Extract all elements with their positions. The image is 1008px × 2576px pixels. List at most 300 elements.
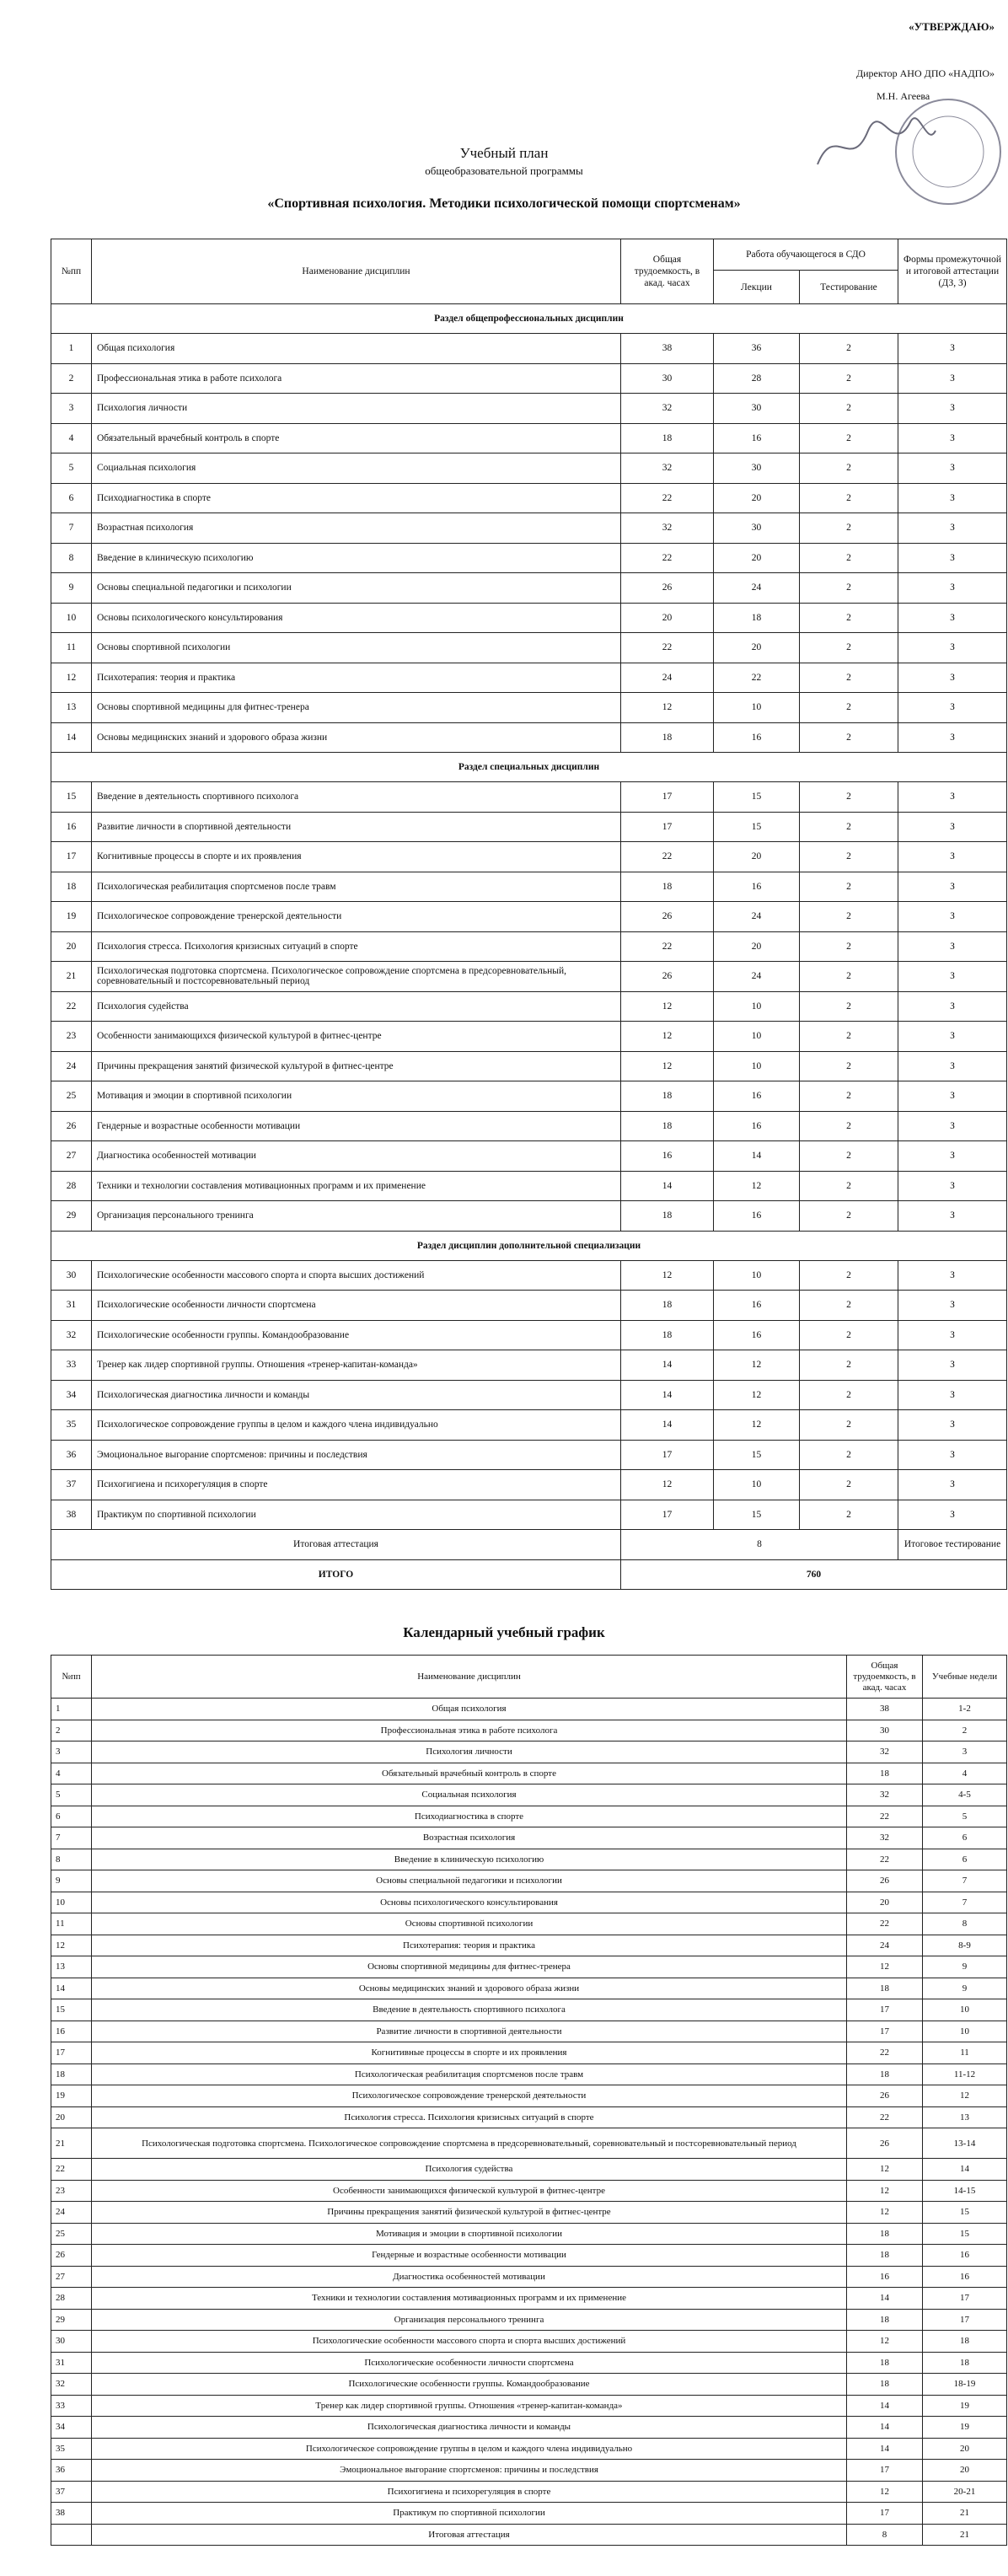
table-row bbox=[51, 1141, 1007, 1172]
total-hours: 38 bbox=[621, 334, 714, 364]
row-number: 20 bbox=[51, 931, 92, 962]
table-row bbox=[51, 1440, 1007, 1470]
discipline-name: Гендерные и возрастные особенности мотивации bbox=[92, 2245, 847, 2267]
lecture-hours: 15 bbox=[714, 1500, 800, 1530]
calendar-row bbox=[51, 1935, 1007, 1956]
section-row bbox=[51, 1231, 1007, 1260]
cal-header-total: Общая трудоемкость, в акад. часах bbox=[847, 1656, 923, 1699]
attestation-form: З bbox=[898, 782, 1007, 813]
total-hours: 12 bbox=[621, 1470, 714, 1500]
row-number: 1 bbox=[51, 1699, 92, 1720]
discipline-name: Психотерапия: теория и практика bbox=[92, 663, 621, 693]
total-hours: 18 bbox=[621, 1291, 714, 1321]
program-name: «Спортивная психология. Методики психологической помощи спортсменам» bbox=[267, 196, 741, 211]
total-hours: 22 bbox=[621, 543, 714, 573]
discipline-name: Причины прекращения занятий физической культурой в фитнес-центре bbox=[92, 1051, 621, 1081]
row-number: 7 bbox=[51, 513, 92, 544]
calendar-row bbox=[51, 2106, 1007, 2128]
attestation-form: З bbox=[898, 363, 1007, 394]
cal-header-num: №пп bbox=[51, 1656, 92, 1699]
row-number: 17 bbox=[51, 2042, 92, 2064]
study-weeks: 15 bbox=[923, 2223, 1007, 2245]
row-number: 35 bbox=[51, 1410, 92, 1441]
testing-hours: 2 bbox=[800, 1320, 898, 1350]
discipline-name: Психологические особенности группы. Командообразование bbox=[92, 2374, 847, 2396]
testing-hours: 2 bbox=[800, 962, 898, 992]
total-hours: 18 bbox=[621, 1081, 714, 1112]
discipline-name: Социальная психология bbox=[92, 453, 621, 484]
attestation-form: З bbox=[898, 1320, 1007, 1350]
row-number: 2 bbox=[51, 1720, 92, 1741]
study-weeks: 17 bbox=[923, 2309, 1007, 2331]
attestation-form: З bbox=[898, 962, 1007, 992]
discipline-name: Психологическое сопровождение группы в целом и каждого члена индивидуально bbox=[92, 1410, 621, 1441]
total-hours: 18 bbox=[847, 2245, 923, 2267]
row-number: 34 bbox=[51, 2417, 92, 2439]
total-hours: 12 bbox=[847, 2481, 923, 2503]
study-weeks: 7 bbox=[923, 1892, 1007, 1913]
table-row bbox=[51, 782, 1007, 813]
testing-hours: 2 bbox=[800, 423, 898, 453]
row-number: 36 bbox=[51, 2460, 92, 2482]
calendar-row bbox=[51, 2223, 1007, 2245]
total-hours: 18 bbox=[621, 1320, 714, 1350]
lecture-hours: 10 bbox=[714, 693, 800, 723]
calendar-row bbox=[51, 2309, 1007, 2331]
calendar-row bbox=[51, 1784, 1007, 1806]
calendar-row bbox=[51, 1763, 1007, 1784]
total-hours: 12 bbox=[621, 991, 714, 1022]
study-weeks: 16 bbox=[923, 2245, 1007, 2267]
discipline-name: Введение в клиническую психологию bbox=[92, 1849, 847, 1870]
testing-hours: 2 bbox=[800, 842, 898, 872]
testing-hours: 2 bbox=[800, 1470, 898, 1500]
total-hours: 32 bbox=[847, 1784, 923, 1806]
row-number: 19 bbox=[51, 902, 92, 932]
study-weeks: 6 bbox=[923, 1827, 1007, 1849]
table-row bbox=[51, 1260, 1007, 1291]
attestation-form: З bbox=[898, 902, 1007, 932]
study-weeks: 6 bbox=[923, 1849, 1007, 1870]
total-hours: 12 bbox=[621, 1260, 714, 1291]
total-hours: 26 bbox=[847, 1870, 923, 1892]
row-number: 3 bbox=[51, 1741, 92, 1763]
study-weeks: 17 bbox=[923, 2288, 1007, 2310]
total-hours: 18 bbox=[847, 2374, 923, 2396]
calendar-row bbox=[51, 1956, 1007, 1978]
row-number: 14 bbox=[51, 722, 92, 753]
row-number: 34 bbox=[51, 1380, 92, 1410]
total-hours: 18 bbox=[847, 2352, 923, 2374]
stamp-signature-graphic bbox=[801, 72, 1003, 215]
calendar-row bbox=[51, 1720, 1007, 1741]
attestation-form: З bbox=[898, 423, 1007, 453]
lecture-hours: 10 bbox=[714, 991, 800, 1022]
discipline-name: Основы спортивной медицины для фитнес-тренера bbox=[92, 1956, 847, 1978]
testing-hours: 2 bbox=[800, 1201, 898, 1232]
total-hours: 14 bbox=[847, 2438, 923, 2460]
row-number: 5 bbox=[51, 1784, 92, 1806]
row-number: 10 bbox=[51, 603, 92, 633]
total-hours: 26 bbox=[847, 2085, 923, 2107]
discipline-name: Практикум по спортивной психологии bbox=[92, 2503, 847, 2525]
discipline-name: Психодиагностика в спорте bbox=[92, 483, 621, 513]
lecture-hours: 10 bbox=[714, 1470, 800, 1500]
lecture-hours: 30 bbox=[714, 394, 800, 424]
discipline-name: Общая психология bbox=[92, 334, 621, 364]
testing-hours: 2 bbox=[800, 1171, 898, 1201]
calendar-row bbox=[51, 1999, 1007, 2021]
total-hours: 18 bbox=[847, 1978, 923, 1999]
discipline-name: Психология стресса. Психология кризисных ситуаций в спорте bbox=[92, 2106, 847, 2128]
calendar-table bbox=[51, 1655, 1007, 2546]
table-row bbox=[51, 1410, 1007, 1441]
discipline-name: Когнитивные процессы в спорте и их проявления bbox=[92, 842, 621, 872]
plan-header-forms: Формы промежуточной и итоговой аттестации (ДЗ, З) bbox=[898, 239, 1007, 304]
row-number: 23 bbox=[51, 2180, 92, 2202]
attestation-form: З bbox=[898, 543, 1007, 573]
row-number: 3 bbox=[51, 394, 92, 424]
total-hours: 12 bbox=[621, 1022, 714, 1052]
study-weeks: 8 bbox=[923, 1913, 1007, 1935]
discipline-name: Эмоциональное выгорание спортсменов: причины и последствия bbox=[92, 1440, 621, 1470]
calendar-row bbox=[51, 2460, 1007, 2482]
total-hours: 18 bbox=[621, 423, 714, 453]
testing-hours: 2 bbox=[800, 1291, 898, 1321]
lecture-hours: 16 bbox=[714, 1081, 800, 1112]
table-row bbox=[51, 423, 1007, 453]
table-row bbox=[51, 1380, 1007, 1410]
row-number: 31 bbox=[51, 1291, 92, 1321]
row-number: 30 bbox=[51, 2331, 92, 2353]
table-row bbox=[51, 812, 1007, 842]
calendar-row bbox=[51, 1978, 1007, 1999]
row-number: 21 bbox=[51, 962, 92, 992]
row-number: 2 bbox=[51, 363, 92, 394]
row-number: 7 bbox=[51, 1827, 92, 1849]
attestation-form: З bbox=[898, 334, 1007, 364]
discipline-name: Основы психологического консультирования bbox=[92, 1892, 847, 1913]
testing-hours: 2 bbox=[800, 1081, 898, 1112]
total-hours: 22 bbox=[621, 633, 714, 663]
lecture-hours: 36 bbox=[714, 334, 800, 364]
row-number bbox=[51, 2524, 92, 2546]
row-number: 10 bbox=[51, 1892, 92, 1913]
row-number: 22 bbox=[51, 2159, 92, 2181]
total-hours: 22 bbox=[847, 2106, 923, 2128]
discipline-name: Организация персонального тренинга bbox=[92, 2309, 847, 2331]
total-hours: 17 bbox=[847, 1999, 923, 2021]
study-weeks: 18 bbox=[923, 2352, 1007, 2374]
discipline-name: Основы спортивной медицины для фитнес-тренера bbox=[92, 693, 621, 723]
study-weeks: 15 bbox=[923, 2202, 1007, 2224]
signer-name: М.Н. Агеева bbox=[877, 90, 930, 102]
calendar-row bbox=[51, 2202, 1007, 2224]
table-row bbox=[51, 603, 1007, 633]
table-row bbox=[51, 722, 1007, 753]
row-number: 37 bbox=[51, 1470, 92, 1500]
study-weeks: 9 bbox=[923, 1978, 1007, 1999]
row-number: 33 bbox=[51, 2395, 92, 2417]
discipline-name: Развитие личности в спортивной деятельности bbox=[92, 2021, 847, 2042]
attestation-form: З bbox=[898, 1291, 1007, 1321]
discipline-name: Техники и технологии составления мотивационных программ и их применение bbox=[92, 1171, 621, 1201]
discipline-name: Психологическая подготовка спортсмена. Психологическое сопровождение спортсмена в предсоревновательный, соревновательный и постсоревновательный период bbox=[92, 962, 621, 992]
total-hours: 24 bbox=[847, 1935, 923, 1956]
total-hours: 16 bbox=[847, 2266, 923, 2288]
attestation-form: З bbox=[898, 1081, 1007, 1112]
discipline-name: Мотивация и эмоции в спортивной психологии bbox=[92, 1081, 621, 1112]
attestation-form: З bbox=[898, 1260, 1007, 1291]
attestation-form: З bbox=[898, 663, 1007, 693]
table-row bbox=[51, 543, 1007, 573]
attestation-form: З bbox=[898, 603, 1007, 633]
discipline-name: Итоговая аттестация bbox=[92, 2524, 847, 2546]
row-number: 16 bbox=[51, 812, 92, 842]
calendar-row bbox=[51, 2524, 1007, 2546]
attestation-form: З bbox=[898, 1171, 1007, 1201]
testing-hours: 2 bbox=[800, 394, 898, 424]
discipline-name: Обязательный врачебный контроль в спорте bbox=[92, 423, 621, 453]
table-row bbox=[51, 663, 1007, 693]
study-weeks: 19 bbox=[923, 2417, 1007, 2439]
section-row bbox=[51, 753, 1007, 782]
table-row bbox=[51, 872, 1007, 902]
attestation-form: З bbox=[898, 872, 1007, 902]
row-number: 18 bbox=[51, 2063, 92, 2085]
discipline-name: Психологическая реабилитация спортсменов после травм bbox=[92, 2063, 847, 2085]
study-weeks: 13 bbox=[923, 2106, 1007, 2128]
lecture-hours: 16 bbox=[714, 722, 800, 753]
study-weeks: 2 bbox=[923, 1720, 1007, 1741]
plan-header-name: Наименование дисциплин bbox=[92, 239, 621, 304]
lecture-hours: 16 bbox=[714, 1201, 800, 1232]
attestation-form: З bbox=[898, 513, 1007, 544]
study-weeks: 3 bbox=[923, 1741, 1007, 1763]
study-weeks: 21 bbox=[923, 2524, 1007, 2546]
attestation-form: З bbox=[898, 1141, 1007, 1172]
table-row bbox=[51, 693, 1007, 723]
calendar-row bbox=[51, 2266, 1007, 2288]
testing-hours: 2 bbox=[800, 1022, 898, 1052]
study-weeks: 14-15 bbox=[923, 2180, 1007, 2202]
row-number: 35 bbox=[51, 2438, 92, 2460]
total-hours: 18 bbox=[847, 2223, 923, 2245]
discipline-name: Психологическая диагностика личности и команды bbox=[92, 2417, 847, 2439]
calendar-row bbox=[51, 1870, 1007, 1892]
total-hours: 16 bbox=[621, 1141, 714, 1172]
attestation-form: З bbox=[898, 693, 1007, 723]
discipline-name: Общая психология bbox=[92, 1699, 847, 1720]
discipline-name: Психологические особенности личности спортсмена bbox=[92, 2352, 847, 2374]
study-weeks: 20 bbox=[923, 2460, 1007, 2482]
calendar-row bbox=[51, 2288, 1007, 2310]
discipline-name: Гендерные и возрастные особенности мотивации bbox=[92, 1111, 621, 1141]
row-number: 14 bbox=[51, 1978, 92, 1999]
discipline-name: Тренер как лидер спортивной группы. Отношения «тренер-капитан-команда» bbox=[92, 2395, 847, 2417]
attestation-form: З bbox=[898, 394, 1007, 424]
lecture-hours: 10 bbox=[714, 1051, 800, 1081]
director-title: Директор АНО ДПО «НАДПО» bbox=[855, 67, 995, 79]
discipline-name: Психологическая подготовка спортсмена. Психологическое сопровождение спортсмена в предсоревновательный, соревновательный и постсоревновательный период bbox=[92, 2128, 847, 2159]
row-number: 24 bbox=[51, 2202, 92, 2224]
lecture-hours: 14 bbox=[714, 1141, 800, 1172]
lecture-hours: 16 bbox=[714, 872, 800, 902]
total-hours: 38 bbox=[847, 1699, 923, 1720]
lecture-hours: 16 bbox=[714, 1320, 800, 1350]
testing-hours: 2 bbox=[800, 693, 898, 723]
attestation-form: З bbox=[898, 1380, 1007, 1410]
discipline-name: Психологическая реабилитация спортсменов после травм bbox=[92, 872, 621, 902]
table-row bbox=[51, 1470, 1007, 1500]
lecture-hours: 15 bbox=[714, 1440, 800, 1470]
final-attestation-row bbox=[51, 1530, 1007, 1560]
table-row bbox=[51, 394, 1007, 424]
discipline-name: Психологическое сопровождение тренерской деятельности bbox=[92, 902, 621, 932]
study-weeks: 8-9 bbox=[923, 1935, 1007, 1956]
row-number: 6 bbox=[51, 1806, 92, 1827]
testing-hours: 2 bbox=[800, 1141, 898, 1172]
calendar-row bbox=[51, 1699, 1007, 1720]
calendar-row bbox=[51, 1827, 1007, 1849]
table-row bbox=[51, 991, 1007, 1022]
total-hours: 20 bbox=[847, 1892, 923, 1913]
row-number: 9 bbox=[51, 573, 92, 604]
row-number: 8 bbox=[51, 1849, 92, 1870]
testing-hours: 2 bbox=[800, 722, 898, 753]
discipline-name: Диагностика особенностей мотивации bbox=[92, 2266, 847, 2288]
discipline-name: Когнитивные процессы в спорте и их проявления bbox=[92, 2042, 847, 2064]
lecture-hours: 20 bbox=[714, 633, 800, 663]
study-weeks: 12 bbox=[923, 2085, 1007, 2107]
testing-hours: 2 bbox=[800, 1380, 898, 1410]
total-hours: 17 bbox=[621, 1500, 714, 1530]
row-number: 33 bbox=[51, 1350, 92, 1381]
row-number: 24 bbox=[51, 1051, 92, 1081]
calendar-row bbox=[51, 2085, 1007, 2107]
discipline-name: Психогигиена и психорегуляция в спорте bbox=[92, 2481, 847, 2503]
discipline-name: Основы специальной педагогики и психологии bbox=[92, 1870, 847, 1892]
lecture-hours: 12 bbox=[714, 1171, 800, 1201]
table-row bbox=[51, 513, 1007, 544]
row-number: 31 bbox=[51, 2352, 92, 2374]
testing-hours: 2 bbox=[800, 513, 898, 544]
calendar-row bbox=[51, 1892, 1007, 1913]
testing-hours: 2 bbox=[800, 334, 898, 364]
row-number: 6 bbox=[51, 483, 92, 513]
row-number: 9 bbox=[51, 1870, 92, 1892]
row-number: 32 bbox=[51, 2374, 92, 2396]
row-number: 23 bbox=[51, 1022, 92, 1052]
testing-hours: 2 bbox=[800, 991, 898, 1022]
table-row bbox=[51, 842, 1007, 872]
discipline-name: Психология личности bbox=[92, 1741, 847, 1763]
plan-title: Учебный план bbox=[459, 145, 549, 161]
section-title: Раздел специальных дисциплин bbox=[51, 753, 1007, 782]
testing-hours: 2 bbox=[800, 782, 898, 813]
discipline-name: Эмоциональное выгорание спортсменов: причины и последствия bbox=[92, 2460, 847, 2482]
total-hours: 17 bbox=[621, 812, 714, 842]
discipline-name: Развитие личности в спортивной деятельности bbox=[92, 812, 621, 842]
table-row bbox=[51, 931, 1007, 962]
discipline-name: Возрастная психология bbox=[92, 513, 621, 544]
testing-hours: 2 bbox=[800, 931, 898, 962]
table-row bbox=[51, 1111, 1007, 1141]
total-hours: 14 bbox=[621, 1171, 714, 1201]
study-weeks: 7 bbox=[923, 1870, 1007, 1892]
row-number: 21 bbox=[51, 2128, 92, 2159]
total-hours: 22 bbox=[847, 1849, 923, 1870]
calendar-row bbox=[51, 2438, 1007, 2460]
study-weeks: 4-5 bbox=[923, 1784, 1007, 1806]
curriculum-table bbox=[51, 239, 1007, 1590]
row-number: 18 bbox=[51, 872, 92, 902]
testing-hours: 2 bbox=[800, 573, 898, 604]
discipline-name: Техники и технологии составления мотивационных программ и их применение bbox=[92, 2288, 847, 2310]
lecture-hours: 12 bbox=[714, 1350, 800, 1381]
attestation-form: З bbox=[898, 453, 1007, 484]
study-weeks: 20 bbox=[923, 2438, 1007, 2460]
section-title: Раздел общепрофессиональных дисциплин bbox=[51, 304, 1007, 334]
testing-hours: 2 bbox=[800, 1260, 898, 1291]
discipline-name: Диагностика особенностей мотивации bbox=[92, 1141, 621, 1172]
calendar-row bbox=[51, 2042, 1007, 2064]
total-row bbox=[51, 1559, 1007, 1590]
calendar-row bbox=[51, 2417, 1007, 2439]
row-number: 16 bbox=[51, 2021, 92, 2042]
table-row bbox=[51, 573, 1007, 604]
row-number: 13 bbox=[51, 1956, 92, 1978]
row-number: 20 bbox=[51, 2106, 92, 2128]
discipline-name: Психологические особенности массового спорта и спорта высших достижений bbox=[92, 2331, 847, 2353]
row-number: 4 bbox=[51, 423, 92, 453]
row-number: 19 bbox=[51, 2085, 92, 2107]
testing-hours: 2 bbox=[800, 483, 898, 513]
total-hours: 22 bbox=[847, 2042, 923, 2064]
testing-hours: 2 bbox=[800, 872, 898, 902]
discipline-name: Мотивация и эмоции в спортивной психологии bbox=[92, 2223, 847, 2245]
study-weeks: 21 bbox=[923, 2503, 1007, 2525]
lecture-hours: 16 bbox=[714, 423, 800, 453]
row-number: 1 bbox=[51, 334, 92, 364]
table-row bbox=[51, 1201, 1007, 1232]
calendar-row bbox=[51, 2063, 1007, 2085]
attestation-form: З bbox=[898, 573, 1007, 604]
discipline-name: Основы спортивной психологии bbox=[92, 1913, 847, 1935]
discipline-name: Психология судейства bbox=[92, 991, 621, 1022]
discipline-name: Психологическое сопровождение группы в целом и каждого члена индивидуально bbox=[92, 2438, 847, 2460]
lecture-hours: 16 bbox=[714, 1111, 800, 1141]
row-number: 25 bbox=[51, 2223, 92, 2245]
row-number: 12 bbox=[51, 1935, 92, 1956]
row-number: 12 bbox=[51, 663, 92, 693]
calendar-body bbox=[51, 1699, 1007, 2546]
plan-header-sdo: Работа обучающегося в СДО bbox=[714, 239, 898, 271]
study-weeks: 19 bbox=[923, 2395, 1007, 2417]
row-number: 38 bbox=[51, 1500, 92, 1530]
discipline-name: Психотерапия: теория и практика bbox=[92, 1935, 847, 1956]
discipline-name: Психологические особенности массового спорта и спорта высших достижений bbox=[92, 1260, 621, 1291]
total-hours: 18 bbox=[621, 722, 714, 753]
study-weeks: 1-2 bbox=[923, 1699, 1007, 1720]
lecture-hours: 30 bbox=[714, 513, 800, 544]
total-hours: 20 bbox=[621, 603, 714, 633]
discipline-name: Основы специальной педагогики и психологии bbox=[92, 573, 621, 604]
row-number: 17 bbox=[51, 842, 92, 872]
final-attestation-hours: 8 bbox=[621, 1530, 898, 1560]
total-label: ИТОГО bbox=[51, 1559, 621, 1590]
discipline-name: Основы спортивной психологии bbox=[92, 633, 621, 663]
